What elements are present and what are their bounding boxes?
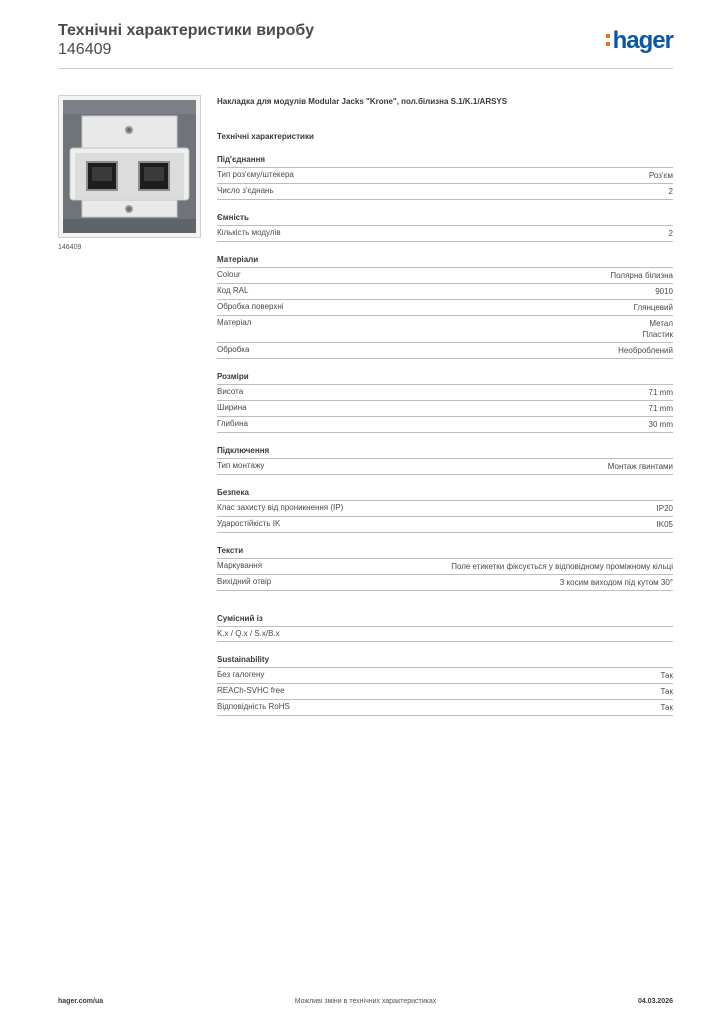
- spec-row: [217, 284, 673, 300]
- spec-row: [217, 700, 673, 716]
- spec-value: [661, 702, 673, 713]
- spec-section: [217, 487, 673, 533]
- spec-section: [217, 371, 673, 433]
- spec-value-line: 2: [668, 187, 673, 196]
- spec-value-line: IP20: [656, 504, 673, 513]
- spec-value: [657, 503, 673, 514]
- spec-section: [217, 654, 673, 716]
- section-title: Матеріали: [217, 254, 673, 268]
- spec-label: Colour: [217, 270, 241, 279]
- spec-value-line: IK05: [656, 520, 673, 529]
- spec-row: [217, 417, 673, 433]
- spec-section: [217, 545, 673, 591]
- spec-section: [217, 254, 673, 359]
- spec-value: [560, 577, 673, 588]
- spec-value: [661, 670, 673, 681]
- spec-label: REACh-SVHC free: [217, 686, 285, 695]
- spec-value-line: З косим виходом під кутом 30°: [559, 578, 673, 587]
- spec-row: [217, 268, 673, 284]
- spec-value-line: Поле етикетки фіксується у відповідному проміжному кільці: [451, 562, 673, 571]
- spec-label: Обробка поверхні: [217, 302, 284, 311]
- spec-value-line: Полярна білизна: [610, 271, 673, 280]
- spec-row: [217, 627, 673, 642]
- spec-value: [649, 170, 673, 181]
- section-title: Ємність: [217, 212, 673, 226]
- footer-website: hager.com/ua: [58, 998, 104, 1005]
- spec-row: [217, 226, 673, 242]
- spec-row: [217, 401, 673, 417]
- spec-section: [217, 613, 673, 642]
- spec-label: Вихідний отвір: [217, 577, 272, 586]
- image-caption: 146409: [58, 244, 82, 251]
- section-title: Розміри: [217, 371, 673, 385]
- spec-value-line: Так: [660, 671, 673, 680]
- spec-value-line: Роз'єм: [648, 171, 673, 180]
- hager-logo: hager: [606, 29, 673, 53]
- spec-value: [669, 228, 673, 239]
- spec-row: [217, 517, 673, 533]
- spec-section: [217, 212, 673, 242]
- spec-sections: [217, 154, 673, 716]
- spec-row: [217, 501, 673, 517]
- spec-row: [217, 668, 673, 684]
- spec-label: K.x / Q.x / S.x/B.x: [217, 629, 280, 638]
- spec-row: [217, 385, 673, 401]
- footer-note: Можливі зміни в технічних характеристиках: [294, 998, 437, 1005]
- spec-row: [217, 343, 673, 359]
- spec-value: [608, 461, 673, 472]
- section-title: Sustainability: [217, 654, 673, 668]
- spec-value: [451, 561, 673, 572]
- spec-value: [669, 186, 673, 197]
- spec-value: [634, 302, 673, 313]
- spec-section: [217, 154, 673, 200]
- header-divider: [58, 68, 673, 69]
- spec-value-line: Так: [660, 703, 673, 712]
- spec-label: Число з'єднань: [217, 186, 274, 195]
- spec-row: [217, 168, 673, 184]
- spec-row: [217, 559, 673, 575]
- page-title: Технічні характеристики виробу: [58, 22, 314, 39]
- spec-section: [217, 445, 673, 475]
- spec-value: [657, 519, 673, 530]
- section-title: Під'єднання: [217, 154, 673, 168]
- spec-value-line: 71 mm: [648, 404, 673, 413]
- product-code: 146409: [58, 41, 112, 58]
- spec-value: [661, 686, 673, 697]
- spec-label: Ударостійкість IK: [217, 519, 281, 528]
- spec-label: Обробка: [217, 345, 250, 354]
- section-title: Безпека: [217, 487, 673, 501]
- spec-value-line: Пластик: [642, 330, 673, 339]
- spec-row: [217, 316, 673, 343]
- page-header: [58, 22, 673, 68]
- section-title: Тексти: [217, 545, 673, 559]
- spec-label: Матеріал: [217, 318, 252, 327]
- spec-label: Без галогену: [217, 670, 265, 679]
- spec-value: [649, 419, 673, 430]
- spec-label: Маркування: [217, 561, 263, 570]
- spec-label: Глибина: [217, 419, 248, 428]
- spec-value-line: Метал: [649, 319, 673, 328]
- spec-value: [649, 387, 673, 398]
- spec-row: [217, 684, 673, 700]
- spec-value-line: 9010: [655, 287, 673, 296]
- product-image: [58, 95, 201, 238]
- spec-label: Код RAL: [217, 286, 249, 295]
- spec-content: [217, 96, 673, 716]
- spec-row: [217, 459, 673, 475]
- spec-value-line: 2: [668, 229, 673, 238]
- spec-value-line: Так: [660, 687, 673, 696]
- spec-value: [649, 403, 673, 414]
- spec-label: Тип монтажу: [217, 461, 265, 470]
- spec-row: [217, 300, 673, 316]
- spec-label: Кількість модулів: [217, 228, 281, 237]
- spec-value: [610, 270, 673, 281]
- spec-label: Клас захисту від проникнення (IP): [217, 503, 344, 512]
- spec-value: [618, 345, 673, 356]
- spec-row: [217, 575, 673, 591]
- spec-value: [655, 286, 673, 297]
- spec-label: Ширина: [217, 403, 247, 412]
- spec-value-line: Монтаж гвинтами: [607, 462, 673, 471]
- spec-value-line: 71 mm: [648, 388, 673, 397]
- spec-value-line: Необроблений: [618, 346, 673, 355]
- tech-specs-title: Технічні характеристики: [217, 132, 314, 141]
- spec-value-line: Глянцевий: [633, 303, 673, 312]
- spec-label: Висота: [217, 387, 244, 396]
- spec-label: Тип роз'єму/штекера: [217, 170, 294, 179]
- spec-value: [643, 318, 674, 340]
- product-name: Накладка для модулів Modular Jacks "Krone", пол.білизна S.1/K.1/ARSYS: [217, 97, 508, 106]
- footer-date: 04.03.2026: [637, 998, 673, 1005]
- section-title: Підключення: [217, 445, 673, 459]
- spec-row: [217, 184, 673, 200]
- spec-value-line: 30 mm: [648, 420, 673, 429]
- spec-label: Відповідність RoHS: [217, 702, 290, 711]
- section-title: Сумісний із: [217, 613, 673, 627]
